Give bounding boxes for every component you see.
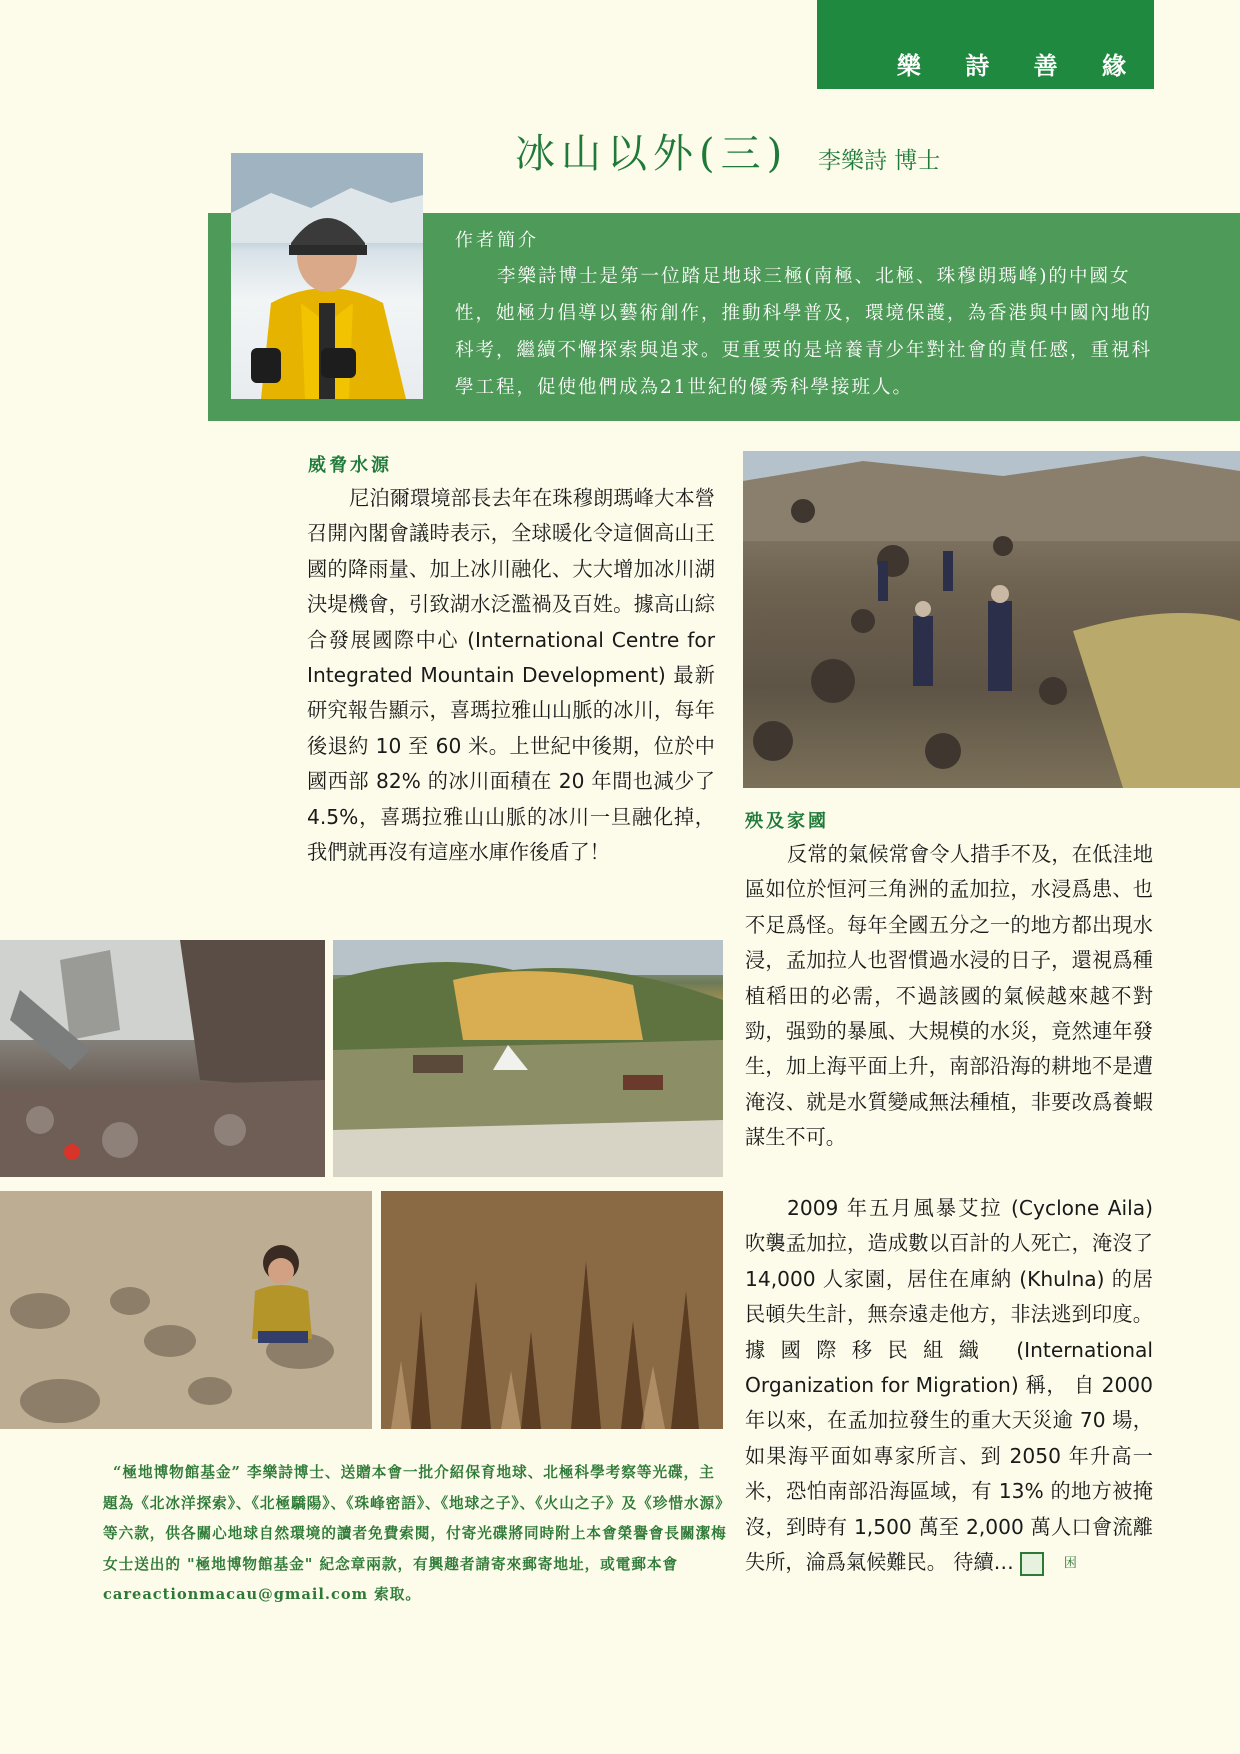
photo-collapsed-building <box>0 940 325 1177</box>
intro-label: 作者簡介 <box>455 230 539 251</box>
photo-caption-dvd-offer: “極地博物館基金” 李樂詩博士、送贈本會一批介紹保育地球、北極科學考察等光碟，主題為《北冰洋探索》、《北極驕陽》、《珠峰密語》、《地球之子》、《火山之子》及《珍惜水源》等六款，供各關心地球自然環境的讀者免費索閱，付寄光碟將同時附上本會榮譽會長關潔梅女士送出的 "極地博物館基金" 紀念章兩款，有興趣者請寄來郵寄地址，或電郵本會 careactionmacau@gmail.com 索取。 <box>103 1464 727 1603</box>
photo-ice-penitentes <box>381 1191 723 1429</box>
photo-child-on-rocks <box>0 1191 372 1429</box>
intro-text: 李樂詩博士是第一位踏足地球三極(南極、北極、珠穆朗瑪峰)的中國女性，她極力倡導以藝術創作，推動科學普及，環境保護，為香港與中國內地的科考，繼續不懈探索與追求。更重要的是培養青少年對社會的責任感，重視科學工程，促使他們成為21世紀的優秀科學接班人。 <box>455 266 1153 398</box>
header-tab <box>817 0 1154 89</box>
section-paragraph-nation-1: 反常的氣候常會令人措手不及，在低洼地區如位於恒河三角洲的孟加拉，水浸爲患、也不足爲怪。每年全國五分之一的地方都出現水浸，孟加拉人也習慣過水浸的日子，還視爲種植稻田的必需，不過該國的氣候越來越不對勁，强勁的暴風、大規模的水災，竟然連年發生，加上海平面上升，南部沿海的耕地不是遭淹沒、就是水質變咸無法種植，非要改爲養蝦謀生不可。 <box>745 842 1153 1150</box>
header-tab-label: 樂 詩 善 緣 <box>896 51 1144 80</box>
section-paragraph-nation-2-text: 2009 年五月風暴艾拉 (Cyclone Aila) 吹襲孟加拉，造成數以百計的人死亡，淹沒了 14,000 人家園，居住在庫納 (Khulna) 的居民頓失生計，無奈遠走他方，非法逃到印度。據國際移民組織 (International Organization for Migration) 稱， 自 2000 年以來，在孟加拉發生的重大天災逾 70 場，如果海平面如專家所言、到 2050 年升高一米，恐怕南部沿海區域，有 13% 的地方被掩沒，到時有 1,500 萬至 2,000 萬人口會流離失所，淪爲氣候難民。 待續… <box>745 1196 1153 1575</box>
end-mark-icon: 困 <box>1020 1552 1044 1576</box>
section-heading-nation-affected: 殃及家國 <box>745 811 829 832</box>
author-photo <box>231 153 423 399</box>
photo-volcanic-hillside <box>333 940 723 1177</box>
section-paragraph-nation-2 <box>745 1191 1153 1580</box>
author-byline: 李樂詩 博士 <box>818 148 941 174</box>
article-title: 冰山以外(三) <box>515 131 789 177</box>
section-paragraph-water-threat: 尼泊爾環境部長去年在珠穆朗瑪峰大本營召開內閣會議時表示，全球暖化令這個高山王國的降雨量、加上冰川融化、大大增加冰川湖決堤機會，引致湖水泛濫禍及百姓。據高山綜合發展國際中心 (International Centre for Integrated Mountain Development) 最新研究報告顯示，喜瑪拉雅山山脈的冰川，每年後退約 10 至 60 米。上世紀中後期，位於中國西部 82% 的冰川面積在 20 年間也減少了 4.5%，喜瑪拉雅山山脈的冰川一旦融化掉，我們就再沒有這座水庫作後盾了！ <box>307 486 715 865</box>
section-heading-water-threat: 威脅水源 <box>308 455 392 476</box>
photo-mountain-porters <box>743 451 1240 788</box>
